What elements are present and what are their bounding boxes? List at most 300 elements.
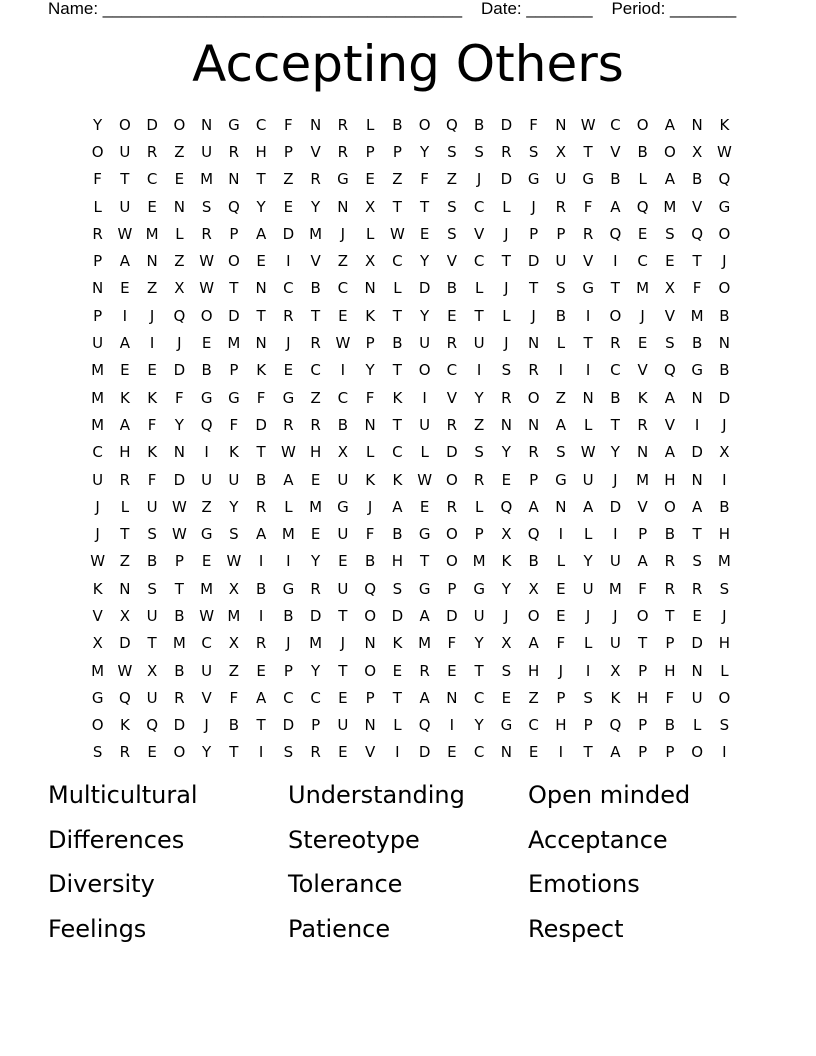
grid-letter: Q (500, 497, 513, 516)
grid-letter: E (256, 252, 266, 271)
word-list-item: Open minded (528, 781, 691, 809)
grid-letter: T (256, 306, 266, 325)
grid-letter: K (228, 443, 239, 462)
grid-letter: F (175, 388, 184, 407)
grid-letter: G (691, 361, 703, 380)
grid-letter: O (173, 115, 186, 134)
grid-row (84, 275, 738, 302)
grid-letter: O (227, 252, 240, 271)
grid-letter: T (256, 716, 266, 735)
grid-letter: Y (93, 115, 103, 134)
grid-letter: J (149, 306, 155, 325)
grid-letter: R (146, 142, 158, 161)
grid-letter: I (722, 743, 727, 762)
grid-letter: J (367, 497, 373, 516)
word-list-item: Patience (288, 914, 391, 943)
grid-letter: Q (718, 170, 731, 189)
grid-letter: V (446, 252, 457, 271)
grid-letter: V (637, 361, 648, 380)
word-list-item: Feelings (48, 914, 147, 943)
grid-letter: N (364, 634, 376, 653)
grid-letter: U (119, 197, 131, 216)
grid-letter: L (692, 716, 702, 735)
grid-letter: G (418, 525, 431, 544)
grid-letter: I (286, 252, 291, 271)
grid-letter: Z (555, 388, 567, 407)
grid-letter: L (638, 170, 647, 189)
grid-letter: G (282, 579, 295, 598)
period-field-label: Period: _______ (611, 0, 737, 18)
grid-letter: H (636, 688, 649, 707)
grid-letter: Q (663, 361, 676, 380)
grid-letter: J (504, 279, 509, 298)
grid-letter: S (665, 224, 675, 243)
grid-letter: S (583, 688, 593, 707)
grid-letter: T (665, 606, 675, 625)
grid-letter: E (501, 688, 512, 707)
grid-letter: Z (473, 415, 485, 434)
grid-letter: Y (311, 661, 321, 680)
grid-letter: M (309, 497, 323, 516)
grid-letter: R (255, 634, 267, 653)
grid-letter: E (692, 606, 702, 625)
grid-letter: K (501, 552, 512, 571)
grid-letter: A (255, 224, 267, 243)
grid-letter: L (420, 443, 429, 462)
grid-letter: X (119, 606, 131, 625)
grid-letter: N (528, 334, 540, 353)
grid-row (84, 220, 738, 247)
grid-letter: U (582, 470, 594, 489)
grid-letter: R (255, 497, 267, 516)
grid-letter: N (691, 388, 703, 407)
grid-letter: P (556, 224, 566, 243)
grid-letter: O (364, 661, 377, 680)
word-list (48, 779, 768, 957)
grid-letter: W (580, 115, 596, 134)
grid-letter: R (419, 661, 430, 680)
grid-letter: D (418, 743, 431, 762)
grid-letter: I (613, 525, 618, 544)
grid-letter: B (201, 361, 212, 380)
grid-letter: L (474, 279, 484, 298)
grid-letter: R (310, 334, 321, 353)
grid-letter: X (228, 634, 240, 653)
grid-letter: I (286, 552, 291, 571)
grid-letter: U (609, 552, 621, 571)
grid-letter: H (391, 552, 404, 571)
grid-letter: E (419, 224, 430, 243)
grid-letter: B (255, 579, 267, 598)
grid-row (84, 411, 738, 438)
grid-letter: G (228, 115, 240, 134)
grid-letter: J (504, 224, 509, 243)
grid-letter: X (501, 634, 512, 653)
grid-letter: N (500, 415, 512, 434)
grid-letter: Z (446, 170, 458, 189)
grid-letter: Y (474, 716, 484, 735)
grid-letter: A (664, 115, 675, 134)
grid-letter: P (638, 525, 648, 544)
grid-letter: O (527, 388, 540, 407)
grid-letter: L (502, 197, 511, 216)
grid-letter: B (392, 115, 403, 134)
grid-letter: U (201, 142, 213, 161)
grid-letter: Q (227, 197, 240, 216)
grid-letter: A (610, 197, 621, 216)
grid-letter: T (610, 415, 620, 434)
grid-letter: J (531, 197, 536, 216)
grid-letter: Q (527, 525, 540, 544)
grid-letter: O (663, 497, 676, 516)
grid-letter: C (473, 743, 485, 762)
grid-letter: S (665, 334, 675, 353)
grid-letter: U (337, 716, 349, 735)
grid-letter: E (338, 552, 348, 571)
grid-letter: N (691, 661, 703, 680)
name-field-label: Name: ______________________________________ (48, 0, 463, 18)
grid-letter: C (610, 361, 621, 380)
grid-letter: E (528, 743, 539, 762)
grid-letter: X (228, 579, 240, 598)
grid-letter: I (585, 306, 591, 325)
grid-letter: U (146, 497, 158, 516)
grid-letter: B (283, 606, 294, 625)
grid-letter: T (120, 170, 130, 189)
grid-letter: U (555, 252, 567, 271)
grid-letter: A (637, 552, 648, 571)
grid-letter: Y (583, 552, 593, 571)
grid-letter: P (665, 743, 675, 762)
grid-letter: R (555, 197, 567, 216)
grid-letter: U (419, 334, 431, 353)
grid-letter: Q (146, 716, 159, 735)
worksheet-header (48, 0, 736, 20)
grid-letter: R (310, 170, 321, 189)
grid-letter: D (255, 415, 267, 434)
grid-letter: L (93, 197, 102, 216)
grid-letter: C (610, 115, 621, 134)
grid-letter: I (476, 361, 482, 380)
grid-letter: X (664, 279, 676, 298)
grid-letter: Z (528, 688, 539, 707)
grid-row (84, 712, 738, 739)
grid-letter: V (610, 142, 621, 161)
grid-letter: D (228, 306, 240, 325)
grid-letter: O (118, 115, 131, 134)
grid-letter: G (582, 279, 594, 298)
grid-letter: I (340, 361, 346, 380)
grid-letter: T (174, 579, 184, 598)
grid-letter: N (173, 197, 185, 216)
grid-row (84, 439, 738, 466)
grid-letter: K (256, 361, 267, 380)
grid-letter: A (664, 443, 675, 462)
grid-letter: A (419, 688, 430, 707)
grid-letter: Z (337, 252, 349, 271)
grid-letter: M (281, 525, 295, 544)
grid-letter: E (310, 525, 321, 544)
grid-letter: A (255, 688, 267, 707)
grid-letter: J (340, 224, 346, 243)
grid-letter: U (582, 579, 594, 598)
grid-letter: G (337, 497, 349, 516)
grid-letter: R (610, 334, 621, 353)
grid-letter: H (718, 634, 731, 653)
grid-letter: C (337, 388, 349, 407)
grid-letter: U (337, 470, 349, 489)
grid-letter: B (555, 306, 567, 325)
grid-letter: F (583, 197, 593, 216)
grid-letter: C (637, 252, 648, 271)
grid-letter: R (582, 224, 594, 243)
grid-letter: C (255, 115, 267, 134)
grid-letter: X (364, 197, 376, 216)
grid-letter: W (716, 142, 732, 161)
grid-letter: M (172, 634, 186, 653)
grid-letter: E (120, 361, 130, 380)
grid-letter: Y (174, 415, 184, 434)
grid-letter: F (284, 115, 293, 134)
grid-letter: J (613, 470, 618, 489)
grid-letter: M (145, 224, 159, 243)
grid-letter: T (610, 279, 620, 298)
grid-letter: P (474, 525, 484, 544)
grid-letter: I (258, 606, 264, 625)
grid-letter: N (500, 743, 512, 762)
grid-letter: E (338, 688, 348, 707)
grid-letter: Y (365, 361, 375, 380)
grid-letter: N (691, 115, 703, 134)
grid-letter: E (665, 252, 675, 271)
grid-letter: R (92, 224, 103, 243)
grid-letter: G (337, 170, 349, 189)
grid-letter: V (691, 197, 703, 216)
grid-letter: B (664, 716, 676, 735)
grid-letter: A (119, 334, 130, 353)
grid-letter: D (446, 606, 458, 625)
grid-letter: Y (311, 552, 321, 571)
grid-letter: J (640, 306, 645, 325)
grid-letter: E (256, 661, 266, 680)
grid-letter: C (473, 252, 485, 271)
grid-letter: U (201, 661, 213, 680)
grid-letter: Q (200, 415, 213, 434)
grid-letter: N (446, 688, 458, 707)
grid-letter: F (256, 388, 266, 407)
grid-letter: S (501, 361, 512, 380)
grid-letter: R (201, 224, 212, 243)
grid-letter: C (446, 361, 458, 380)
grid-letter: Z (174, 252, 185, 271)
grid-letter: T (338, 661, 348, 680)
grid-letter: L (583, 634, 593, 653)
grid-letter: W (117, 661, 133, 680)
grid-letter: U (228, 470, 240, 489)
grid-letter: J (722, 606, 727, 625)
grid-letter: L (120, 497, 130, 516)
grid-letter: I (613, 252, 618, 271)
grid-letter: Z (228, 661, 240, 680)
grid-letter: J (340, 634, 346, 653)
grid-letter: I (422, 388, 427, 407)
grid-letter: Q (691, 224, 704, 243)
grid-letter: N (718, 334, 730, 353)
grid-letter: R (337, 115, 349, 134)
grid-letter: T (392, 688, 402, 707)
grid-letter: J (286, 634, 291, 653)
grid-letter: X (528, 579, 539, 598)
grid-letter: P (365, 688, 375, 707)
grid-letter: V (473, 224, 485, 243)
grid-letter: M (608, 579, 622, 598)
grid-row (84, 111, 738, 138)
grid-letter: R (283, 306, 294, 325)
grid-letter: P (229, 361, 239, 380)
grid-letter: U (691, 688, 703, 707)
grid-letter: E (174, 170, 185, 189)
grid-letter: A (664, 388, 675, 407)
grid-letter: M (227, 606, 241, 625)
grid-letter: Z (201, 497, 212, 516)
grid-letter: O (418, 361, 431, 380)
grid-letter: M (91, 361, 105, 380)
grid-letter: L (556, 552, 566, 571)
grid-letter: G (527, 170, 540, 189)
grid-letter: T (692, 525, 702, 544)
grid-letter: F (638, 579, 647, 598)
grid-letter: S (719, 579, 730, 598)
grid-letter: N (173, 443, 185, 462)
grid-letter: M (418, 634, 432, 653)
grid-letter: W (199, 606, 215, 625)
grid-letter: B (146, 552, 158, 571)
grid-letter: O (91, 142, 104, 161)
grid-letter: P (638, 743, 648, 762)
letter-grid (84, 111, 738, 766)
grid-letter: R (473, 470, 485, 489)
grid-letter: E (501, 470, 512, 489)
grid-letter: O (636, 115, 649, 134)
grid-letter: G (582, 170, 594, 189)
grid-letter: W (117, 224, 133, 243)
grid-row (84, 602, 738, 629)
grid-letter: I (258, 743, 264, 762)
grid-letter: N (119, 579, 131, 598)
grid-letter: K (719, 115, 730, 134)
grid-letter: E (338, 306, 348, 325)
grid-letter: X (174, 279, 185, 298)
grid-letter: P (638, 716, 648, 735)
grid-letter: O (173, 743, 186, 762)
grid-letter: P (311, 716, 321, 735)
grid-letter: O (718, 279, 731, 298)
grid-letter: D (718, 388, 731, 407)
grid-letter: M (472, 552, 486, 571)
grid-letter: N (555, 497, 567, 516)
grid-letter: L (474, 497, 484, 516)
grid-letter: T (120, 525, 130, 544)
grid-letter: B (610, 170, 621, 189)
grid-letter: I (149, 334, 155, 353)
grid-row (84, 329, 738, 356)
grid-letter: M (309, 224, 323, 243)
grid-letter: A (528, 634, 539, 653)
grid-letter: R (119, 470, 131, 489)
grid-letter: L (393, 279, 402, 298)
grid-letter: H (718, 525, 731, 544)
grid-letter: Q (609, 716, 622, 735)
grid-letter: T (638, 634, 648, 653)
grid-letter: B (392, 334, 403, 353)
grid-letter: W (171, 497, 187, 516)
grid-letter: V (664, 306, 675, 325)
grid-letter: A (119, 415, 130, 434)
grid-letter: T (529, 279, 539, 298)
grid-letter: N (310, 115, 322, 134)
grid-letter: S (229, 525, 239, 544)
grid-letter: C (283, 688, 294, 707)
grid-letter: J (95, 525, 100, 544)
grid-letter: O (718, 224, 731, 243)
grid-letter: M (636, 279, 650, 298)
grid-letter: K (92, 579, 103, 598)
grid-letter: W (226, 552, 242, 571)
grid-letter: J (722, 415, 727, 434)
grid-letter: Y (501, 579, 511, 598)
grid-letter: C (310, 688, 321, 707)
grid-letter: T (474, 306, 484, 325)
grid-letter: W (335, 334, 351, 353)
grid-letter: U (146, 606, 158, 625)
grid-letter: C (283, 279, 294, 298)
grid-letter: V (446, 388, 457, 407)
grid-letter: Z (119, 552, 131, 571)
grid-letter: T (474, 661, 484, 680)
grid-letter: W (171, 525, 187, 544)
word-list-item: Tolerance (288, 870, 403, 898)
grid-letter: S (719, 716, 730, 735)
grid-letter: K (147, 388, 158, 407)
grid-letter: B (691, 334, 703, 353)
grid-letter: E (147, 743, 157, 762)
grid-letter: O (418, 115, 431, 134)
grid-letter: S (474, 443, 484, 462)
grid-letter: L (583, 415, 593, 434)
grid-letter: Q (636, 197, 649, 216)
grid-letter: R (501, 388, 512, 407)
grid-letter: X (337, 443, 349, 462)
grid-letter: B (528, 552, 539, 571)
grid-letter: H (664, 661, 676, 680)
grid-letter: K (119, 388, 130, 407)
grid-letter: E (556, 579, 566, 598)
grid-letter: D (418, 279, 431, 298)
grid-letter: K (637, 388, 648, 407)
grid-letter: T (392, 306, 402, 325)
grid-letter: B (228, 716, 240, 735)
grid-letter: Y (229, 497, 239, 516)
grid-letter: L (720, 661, 729, 680)
grid-letter: C (201, 634, 212, 653)
grid-letter: C (92, 443, 103, 462)
grid-letter: T (583, 334, 593, 353)
grid-letter: U (119, 142, 131, 161)
grid-row (84, 302, 738, 329)
grid-letter: G (555, 470, 567, 489)
word-list-item: Respect (528, 914, 624, 943)
grid-letter: Q (173, 306, 186, 325)
